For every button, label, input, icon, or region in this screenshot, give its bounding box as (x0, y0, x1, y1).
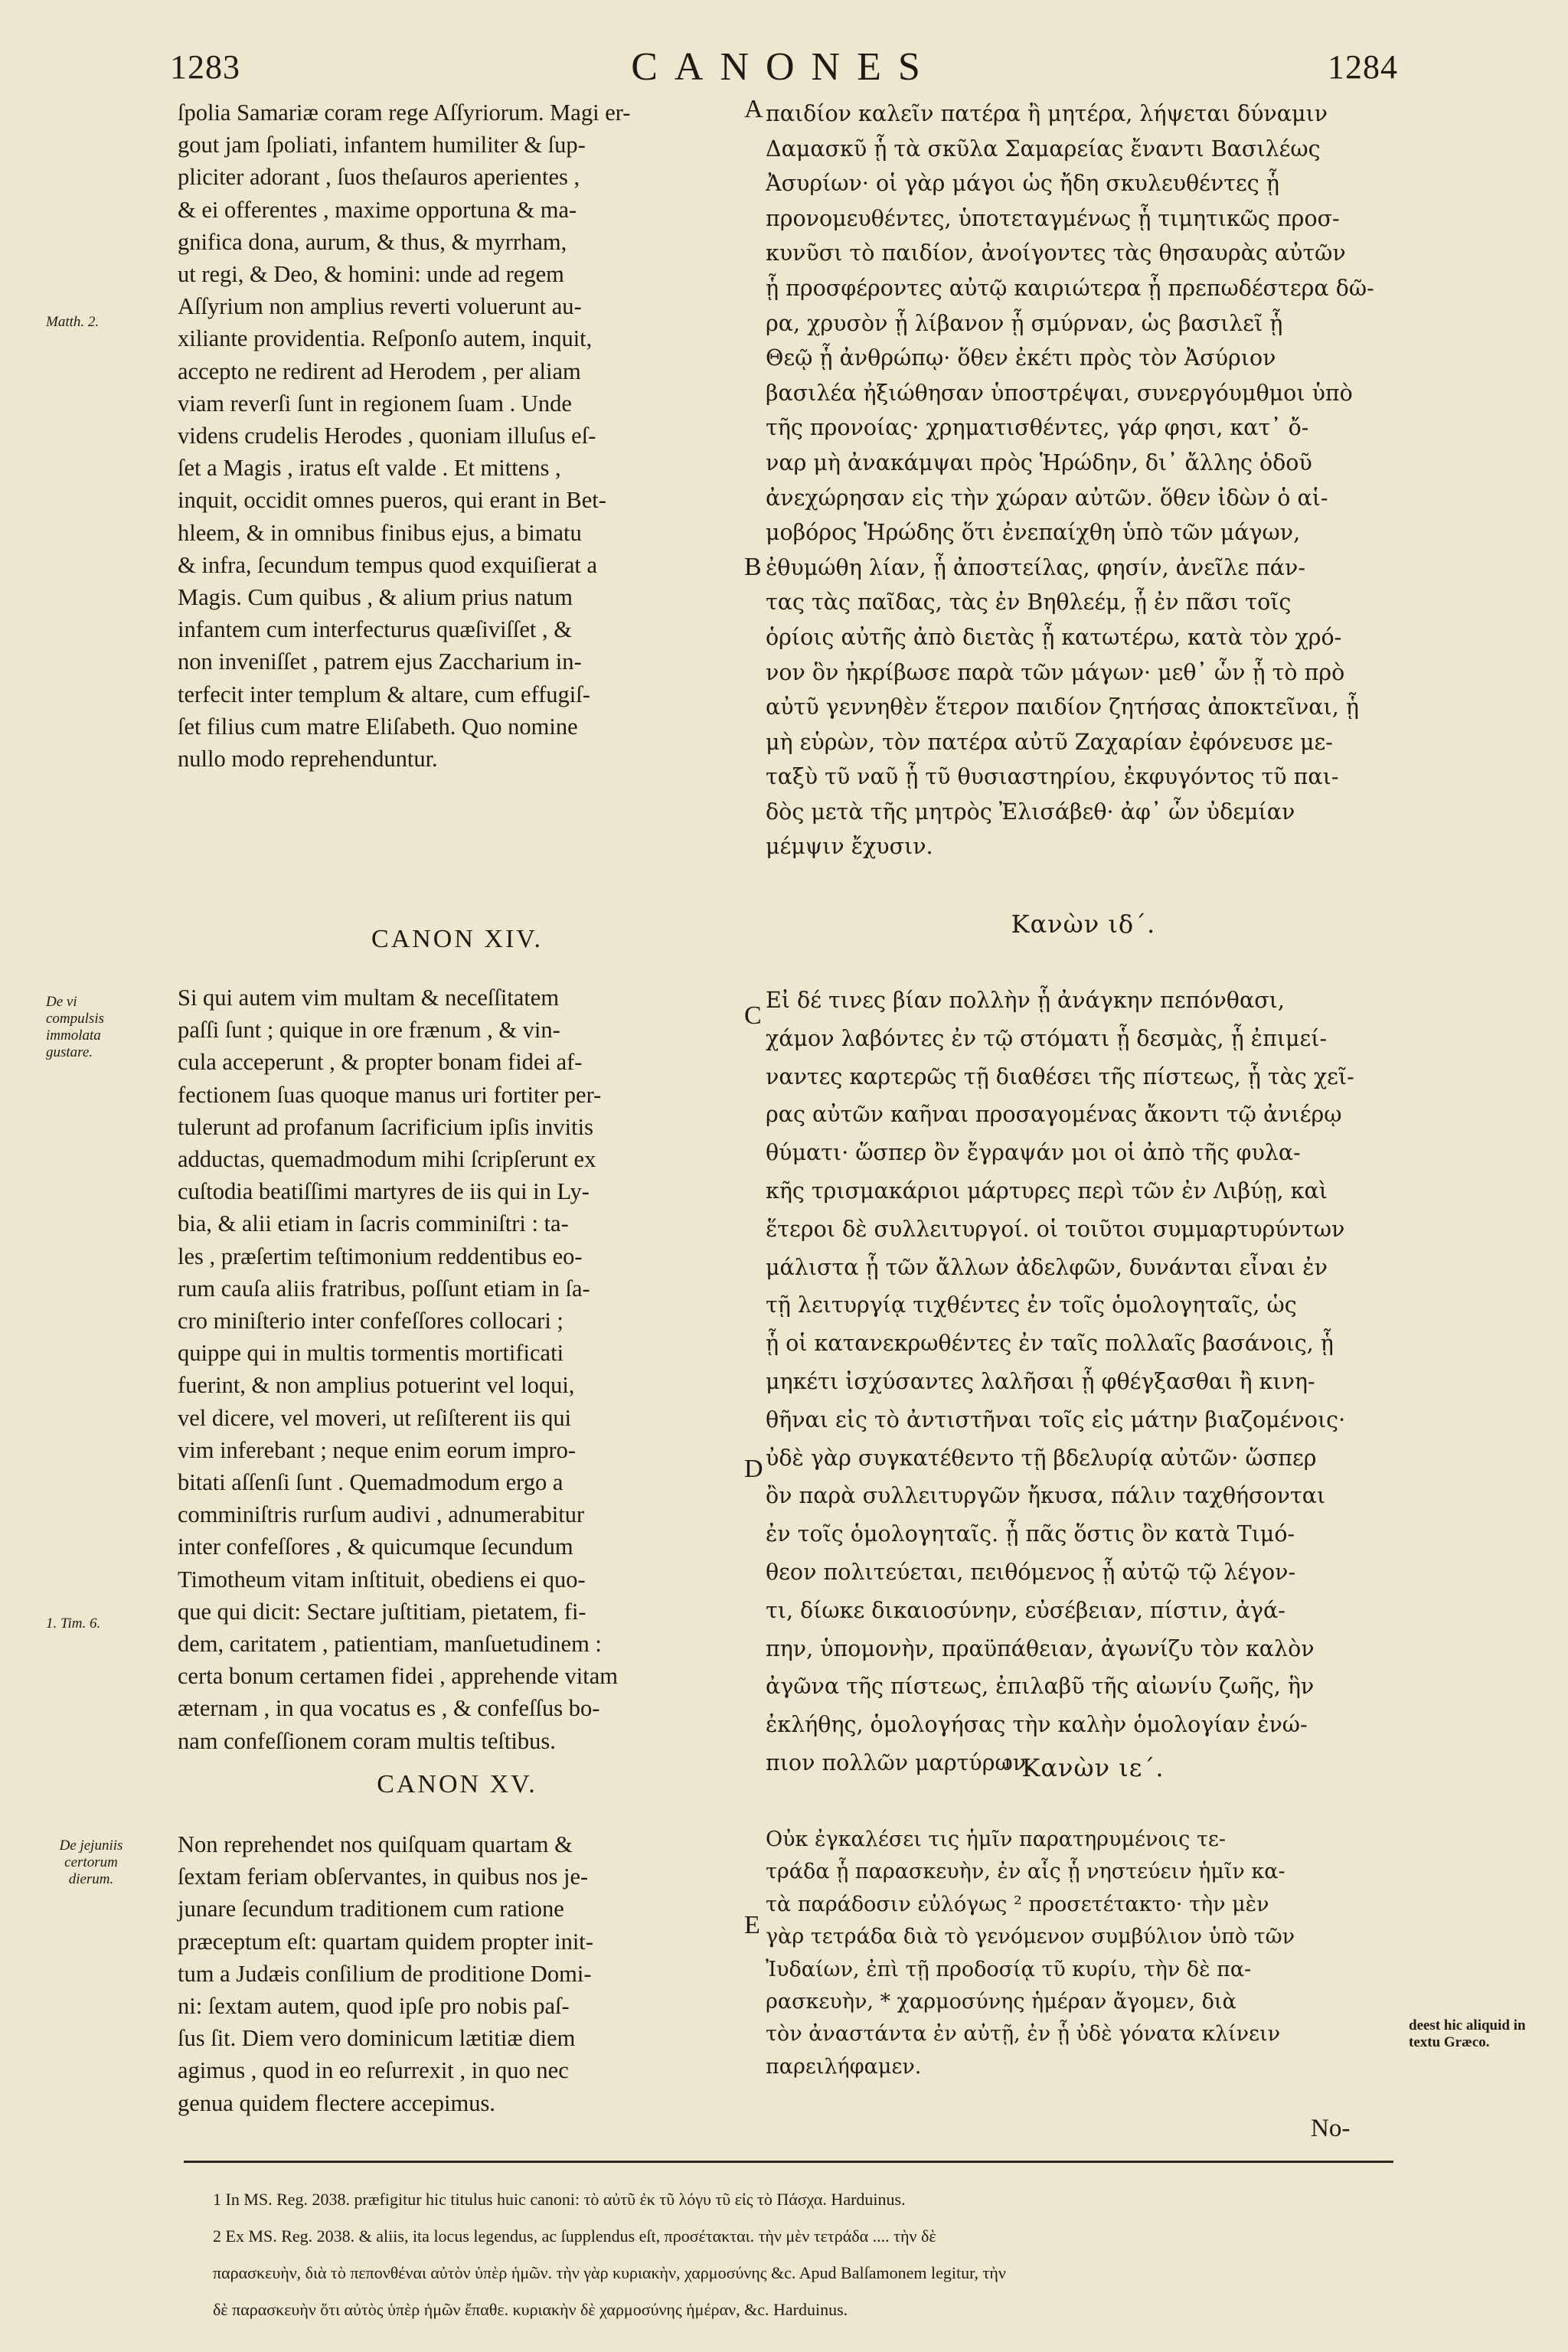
text-line: ſpolia Samariæ coram rege Aſſyriorum. Magi er- (178, 100, 631, 126)
text-line: Θεῷ ᾗ ἀνθρώπῳ· ὅθεν ἐκέτι πρὸς τὸν Ἀσύριον (766, 345, 1276, 371)
text-line: comminiſtris rurſum audivi , adnumerabitur (178, 1501, 585, 1528)
text-line: ρασκευὴν, * χαρμοσύνης ἡμέραν ἄγομεν, διὰ (766, 1990, 1236, 2014)
text-line: προνομευθέντες, ὑποτεταγμένως ᾗ τιμητικῶς προσ- (766, 205, 1340, 231)
text-line: Δαμασκῦ ᾗ τὰ σκῦλα Σαμαρείας ἔναντι Βασιλέως (766, 136, 1321, 162)
text-line: que qui dicit: Sectare juſtitiam, pietatem, fi- (178, 1598, 586, 1625)
text-line: θύματι· ὥσπερ ὂν ἔγραψάν μοι οἱ ἀπὸ τῆς φυλα- (766, 1140, 1301, 1166)
canon-14-greek-heading: Κανὼν ιδ΄. (1011, 910, 1156, 939)
text-line: les , præſertim teſtimonium reddentibus eo- (178, 1243, 583, 1269)
canon-15-greek-heading: ¹ Κανὼν ιε΄. (1002, 1753, 1165, 1782)
text-line: μοβόρος Ἡρώδης ὅτι ἐνεπαίχθη ὑπὸ τῶν μάγων, (766, 520, 1301, 546)
text-line: μάλιστα ᾗ τῶν ἄλλων ἀδελφῶν, δυνάνται εἶναι ἐν (766, 1254, 1328, 1280)
canon-15-latin-heading: CANON XV. (377, 1770, 537, 1798)
text-line: ἐθυμώθη λίαν, ᾗ ἀποστείλας, φησίν, ἀνεῖλε πάν- (766, 554, 1306, 580)
marker-e: E (744, 1911, 760, 1939)
text-line: παρασκευὴν, διὰ τὸ πεπονθέναι αὐτὸν ὑπὲρ ἡμῶν. τὴν γὰρ κυριακὴν, χαρμοσύνης &c. Apud Balſamonem legitur, τὴν (213, 2263, 1006, 2282)
text-line: & infra, ſecundum tempus quod exquiſierat a (178, 551, 598, 578)
text-line: τράδα ᾗ παρασκευὴν, ἐν αἷς ᾗ νηστεύειν ἡμῖν κα- (766, 1860, 1285, 1884)
text-line: ὐδὲ γὰρ συγκατέθεντο τῇ βδελυρίᾳ αὐτῶν· ὥσπερ (766, 1445, 1317, 1471)
text-line: agimus , quod in eo reſurrexit , in quo nec (178, 2057, 569, 2084)
text-line: adductas, quemadmodum mihi ſcripſerunt ex (178, 1146, 596, 1173)
text-line: inter confeſſores , & quicumque ſecundum (178, 1534, 573, 1560)
text-line: junare ſecundum traditionem cum ratione (178, 1896, 564, 1922)
text-line: δὲ παρασκευὴν ὅτι αὐτὸς ὑπὲρ ἡμῶν ἔπαθε. κυριακὴν δὲ χαρμοσύνης ἡμέραν, &c. Harduinus. (213, 2300, 848, 2319)
margin-note-matth: Matth. 2. (46, 314, 100, 330)
text-line: ἀγῶνα τῆς πίστεως, ἐπιλαβῦ τῆς αἰωνίυ ζωῆς, ἣν (766, 1674, 1315, 1700)
text-line: Οὐκ ἐγκαλέσει τις ἡμῖν παρατηρυμένοις τε- (766, 1828, 1226, 1851)
text-line: τὸν ἀναστάντα ἐν αὐτῇ, ἐν ᾗ ὐδὲ γόνατα κλίνειν (766, 2022, 1280, 2047)
text-line: tulerunt ad profanum ſacrificium ipſis invitis (178, 1113, 593, 1140)
text-line: κυνῦσι τὸ παιδίον, ἀνοίγοντες τὰς θησαυρὰς αὐτῶν (766, 240, 1346, 266)
text-line: τῆς προνοίας· χρηματισθέντες, γάρ φησι, κατ᾽ ὄ- (766, 415, 1309, 441)
text-line: ρα, χρυσὸν ᾗ λίβανον ᾗ σμύρναν, ὡς βασιλεῖ ᾗ (766, 310, 1283, 336)
text-line: dem, caritatem , patientiam, manſuetudinem : (178, 1631, 602, 1658)
footnotes (213, 2173, 1407, 2337)
text-line: certa bonum certamen fidei , apprehende vitam (178, 1663, 619, 1690)
running-title: CANONES (631, 45, 937, 89)
text-line: tum a Judæis conſilium de proditione Domi- (178, 1960, 592, 1987)
canon-15-greek-text (766, 1824, 1401, 2083)
canon-15-latin-text (178, 1828, 737, 2119)
text-line: vel dicere, vel moveri, ut reſiſterent iis qui (178, 1404, 572, 1431)
text-line: Magis. Cum quibus , & alium prius natum (178, 584, 573, 611)
text-line: θῆναι εἰς τὸ ἀντιστῆναι τοῖς εἰς μάτην βιαζομένοις· (766, 1406, 1346, 1432)
text-line: bia, & alii etiam in ſacris comminiſtri : ta- (178, 1210, 569, 1237)
text-line: ἐν τοῖς ὁμολογηταῖς. ᾗ πᾶς ὅστις ὂν κατὰ Τιμό- (766, 1521, 1295, 1547)
text-line: nullo modo reprehenduntur. (178, 746, 438, 773)
text-line: Ἀσυρίων· οἱ γὰρ μάγοι ὡς ἤδη σκυλευθέντες ᾗ (766, 171, 1279, 197)
marker-b: B (744, 553, 762, 581)
text-line: gnifica dona, aurum, & thus, & myrrham, (178, 228, 567, 255)
text-line: παιδίον καλεῖν πατέρα ἢ μητέρα, λήψεται δύναμιν (766, 101, 1328, 126)
text-line: ναρ μὴ ἀνακάμψαι πρὸς Ἡρώδην, δι᾽ ἄλλης ὁδοῦ (766, 449, 1312, 475)
text-line: ὁρίοις αὐτῆς ἀπὸ διετὰς ᾗ κατωτέρω, κατὰ τὸν χρό- (766, 624, 1342, 650)
text-line: inquit, occidit omnes pueros, qui erant in Bet- (178, 487, 606, 514)
text-line: ni: ſextam autem, quod ipſe pro nobis paſ- (178, 1993, 570, 2020)
text-line: Εἰ δέ τινες βίαν πολλὴν ᾗ ἀνάγκην πεπόνθασι, (766, 988, 1285, 1013)
text-line: infantem cum interfecturus quæſiviſſet , & (178, 616, 572, 643)
text-line: ναντες καρτερῶς τῇ διαθέσει τῆς πίστεως, ᾗ τὰς χεῖ- (766, 1063, 1354, 1089)
text-line: πιον πολλῶν μαρτύρων. (766, 1749, 1034, 1775)
text-line: vim inferebant ; neque enim eorum impro- (178, 1436, 577, 1463)
text-line: paſſi ſunt ; quique in ore frænum , & vin- (178, 1017, 560, 1044)
text-line: μέμψιν ἔχυσιν. (766, 834, 933, 860)
text-line: ſus ſit. Diem vero dominicum lætitiæ diem (178, 2025, 576, 2052)
text-line: 2 Ex MS. Reg. 2038. & aliis, ita locus legendus, ac ſupplendus eſt, προσέτακται. τὴν μὲν τετράδα .... τὴν δὲ (213, 2226, 936, 2246)
canon-14-latin-text (178, 982, 737, 1757)
text-line: hleem, & in omnibus finibus ejus, a bimatu (178, 519, 582, 546)
text-line: ταξὺ τῦ ναῦ ᾗ τῦ θυσιαστηρίου, ἐκφυγόντος τῦ παι- (766, 764, 1339, 790)
text-line: ᾗ οἱ κατανεκρωθέντες ἐν ταῖς πολλαῖς βασάνοις, ᾗ (766, 1331, 1334, 1357)
greek-intro (766, 96, 1401, 864)
text-line: gout jam ſpoliati, infantem humiliter & ſup- (178, 132, 586, 158)
text-line: παρειλήφαμεν. (766, 2054, 922, 2079)
text-line: μὴ εὑρὼν, τὸν πατέρα αὐτῦ Ζαχαρίαν ἐφόνευσε με- (766, 729, 1333, 755)
margin-note-tim: 1. Tim. 6. (46, 1615, 101, 1632)
margin-note-deest: deest hic aliquid in textu Græco. (1409, 2017, 1526, 2050)
text-line: terfecit inter templum & altare, cum effugiſ- (178, 681, 590, 707)
page-number-left: 1283 (170, 48, 240, 86)
marker-d: D (744, 1455, 763, 1483)
marker-c: C (744, 1001, 762, 1030)
text-line: pliciter adorant , ſuos theſauros aperientes , (178, 164, 580, 191)
text-line: βασιλέα ἠξιώθησαν ὑποστρέψαι, συνεργόυμθμοι ὑπὸ (766, 380, 1353, 406)
text-line: bitati aſſenſi ſunt . Quemadmodum ergo a (178, 1469, 564, 1496)
text-line: Ἰυδαίων, ἐπὶ τῇ προδοσίᾳ τῦ κυρίυ, τὴν δὲ πα- (766, 1957, 1252, 1981)
text-line: πην, ὑπομονὴν, πραϋπάθειαν, ἀγωνίζυ τὸν καλὸν (766, 1635, 1315, 1661)
text-line: κῆς τρισμακάριοι μάρτυρες περὶ τῶν ἐν Λιβύῃ, καὶ (766, 1178, 1328, 1204)
text-line: quippe qui in multis tormentis mortificati (178, 1340, 564, 1367)
text-line: τῇ λειτυργίᾳ τιχθέντες ἐν τοῖς ὁμολογηταῖς, ὡς (766, 1292, 1297, 1318)
text-line: ρας αὐτῶν καῆναι προσαγομένας ἄκοντι τῷ ἀνιέρῳ (766, 1102, 1342, 1128)
text-line: νον ὃν ἠκρίβωσε παρὰ τῶν μάγων· μεθ᾽ ὧν ᾗ τὸ πρὸ (766, 659, 1345, 685)
margin-note-jejuniis: De jejuniis certorum dierum. (59, 1838, 123, 1887)
text-line: 1 In MS. Reg. 2038. præfigitur hic titulus huic canoni: τὸ αὐτῦ ἐκ τῦ λόγυ τῦ εἰς τὸ Πάσχα. Harduinus. (213, 2190, 906, 2209)
canon-14-greek-text (766, 982, 1401, 1782)
text-line: μηκέτι ἰσχύσαντες λαλῆσαι ᾗ φθέγξασθαι ἢ κινη- (766, 1368, 1315, 1394)
text-line: ἕτεροι δὲ συλλειτυργοί. οἱ τοιῦτοι συμμαρτυρύντων (766, 1216, 1345, 1242)
text-line: τι, δίωκε δικαιοσύνην, εὐσέβειαν, πίστιν, ἀγά- (766, 1597, 1285, 1623)
text-line: xiliante providentia. Reſponſo autem, inquit, (178, 325, 593, 352)
text-line: cro miniſterio inter confeſſores collocari ; (178, 1308, 564, 1334)
page-number-right: 1284 (1328, 48, 1398, 86)
text-line: ὂν παρὰ συλλειτυργῶν ἤκυσα, πάλιν ταχθήσονται (766, 1483, 1326, 1509)
text-line: cula acceperunt , & propter bonam fidei af- (178, 1049, 583, 1076)
text-line: præceptum eſt: quartam quidem propter init- (178, 1928, 593, 1955)
marker-a: A (744, 95, 763, 123)
text-line: τας τὰς παῖδας, τὰς ἐν Βηθλεέμ, ᾗ ἐν πᾶσι τοῖς (766, 590, 1292, 616)
text-line: ſextam feriam obſervantes, in quibus nos je- (178, 1864, 589, 1890)
text-line: θεον πολιτεύεται, πειθόμενος ᾗ αὐτῷ τῷ λέγον- (766, 1559, 1296, 1585)
text-line: αὐτῦ γεννηθὲν ἕτερον παιδίον ζητήσας ἀποκτεῖναι, ᾗ (766, 694, 1359, 720)
text-line: ſet filius cum matre Eliſabeth. Quo nomine (178, 713, 578, 740)
text-line: videns crudelis Herodes , quoniam illuſus eſ- (178, 423, 596, 449)
text-line: Si qui autem vim multam & neceſſitatem (178, 985, 560, 1011)
text-line: nam confeſſionem coram multis teſtibus. (178, 1727, 556, 1754)
text-line: & ei offerentes , maxime opportuna & ma- (178, 196, 577, 223)
text-line: non inveniſſet , patrem ejus Zaccharium in- (178, 648, 582, 675)
text-line: τὰ παράδοσιν εὐλόγως ² προσετέτακτο· τὴν μὲν (766, 1892, 1269, 1916)
text-line: Timotheum vitam inſtituit, obediens ei quo- (178, 1566, 586, 1592)
text-line: χάμον λαβόντες ἐν τῷ στόματι ᾗ δεσμὰς, ᾗ ἐπιμεί- (766, 1025, 1328, 1051)
footnote-rule (184, 2161, 1393, 2163)
text-line: accepto ne redirent ad Herodem , per aliam (178, 358, 581, 384)
text-line: ἀνεχώρησαν εἰς τὴν χώραν αὐτῶν. ὅθεν ἰδὼν ὁ αἱ- (766, 485, 1328, 511)
catchword: No- (1311, 2115, 1351, 2142)
text-line: Aſſyrium non amplius reverti voluerunt au- (178, 293, 582, 320)
text-line: ut regi, & Deo, & homini: unde ad regem (178, 261, 564, 288)
text-line: rum cauſa aliis fratribus, poſſunt etiam in ſa- (178, 1275, 590, 1302)
text-line: ἐκλήθης, ὁμολογήσας τὴν καλὴν ὁμολογίαν ἐνώ- (766, 1712, 1308, 1738)
text-line: æternam , in qua vocatus es , & confeſſus bo- (178, 1695, 600, 1722)
text-line: Non reprehendet nos quiſquam quartam & (178, 1831, 573, 1857)
latin-intro (178, 96, 737, 775)
text-line: viam reverſi ſunt in regionem ſuam . Unde (178, 390, 572, 416)
text-line: γὰρ τετράδα διὰ τὸ γενόμενον συμβύλιον ὑπὸ τῶν (766, 1925, 1295, 1949)
text-line: ſet a Magis , iratus eſt valde . Et mittens , (178, 455, 561, 482)
text-line: fuerint, & non amplius potuerint vel loqui, (178, 1372, 575, 1399)
text-line: cuſtodia beatiſſimi martyres de iis qui in Ly- (178, 1178, 590, 1205)
text-line: genua quidem flectere accepimus. (178, 2089, 495, 2116)
margin-note-de-vi: De vi compulsis immolata gustare. (46, 994, 104, 1060)
text-line: ᾗ προσφέροντες αὐτῷ καιριώτερα ᾗ πρεπωδέστερα δῶ- (766, 275, 1374, 301)
text-line: δὸς μετὰ τῆς μητρὸς Ἐλισάβεθ· ἀφ᾽ ὧν ὐδεμίαν (766, 799, 1295, 825)
canon-14-latin-heading: CANON XIV. (371, 925, 543, 953)
text-line: fectionem ſuas quoque manus uri fortiter per- (178, 1081, 602, 1108)
